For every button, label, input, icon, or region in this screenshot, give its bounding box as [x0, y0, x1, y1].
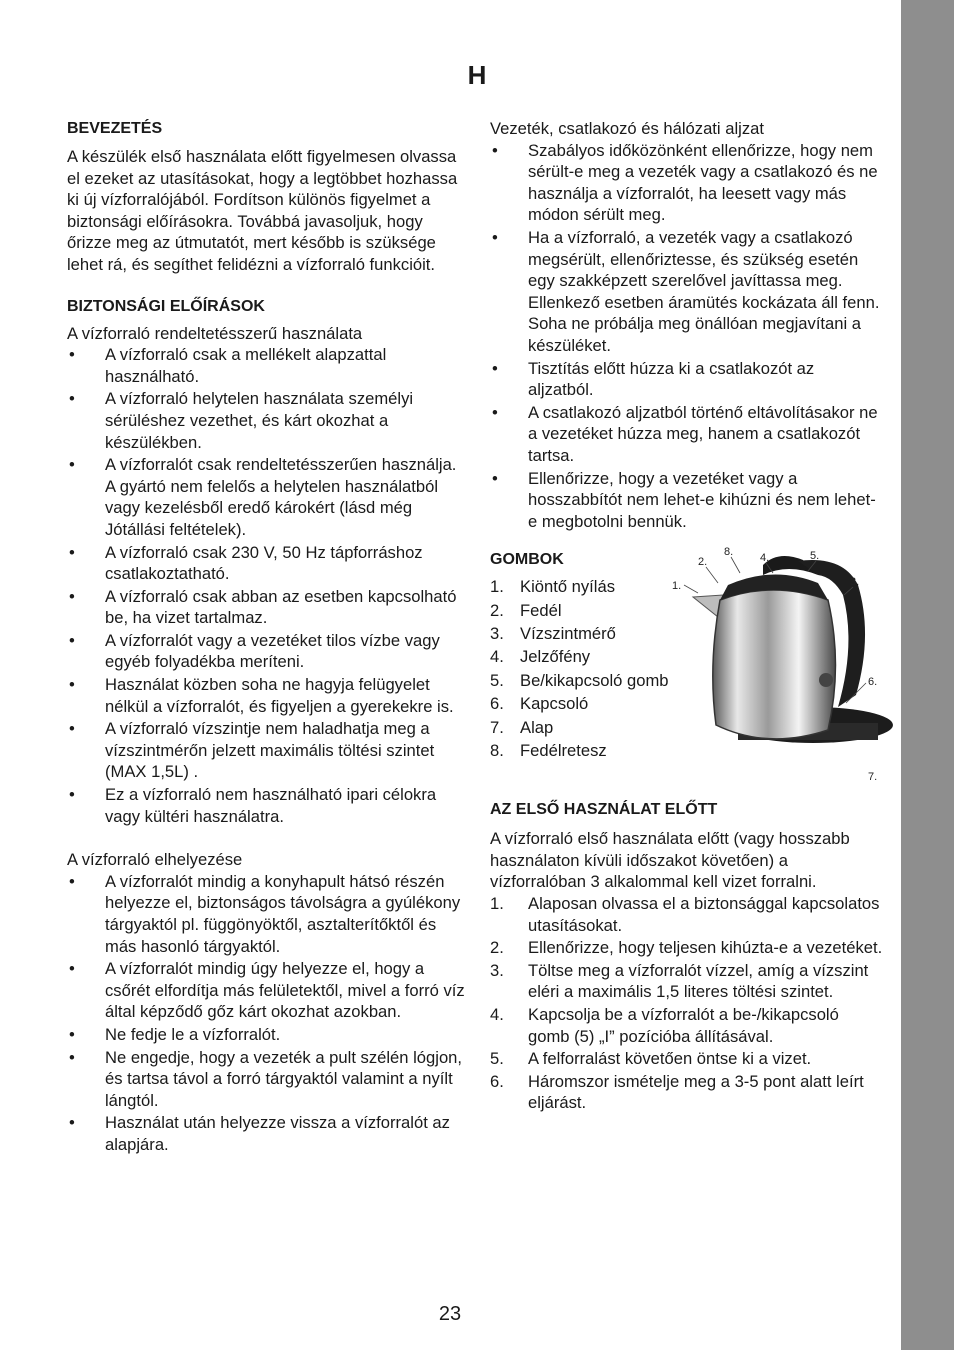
bullet-item: • A vízforraló csak 230 V, 50 Hz tápforráshoz csatlakoztatható. [67, 542, 467, 585]
bullet-item: • Ne fedje le a vízforralót. [67, 1024, 467, 1046]
bullet-item: • A vízforraló csak a mellékelt alapzattal használható. [67, 344, 467, 387]
intro-heading: BEVEZETÉS [67, 120, 163, 137]
part-label: Be/kikapcsoló gomb [520, 670, 669, 690]
first-use-heading: AZ ELSŐ HASZNÁLAT ELŐTT [490, 801, 718, 819]
step-item [490, 960, 884, 1003]
buttons-section [490, 546, 890, 789]
callout-2: 2. [698, 556, 708, 569]
step-item [490, 893, 884, 936]
bullet-item: • Használat közben soha ne hagyja felügyelet nélkül a vízforralót, és figyeljen a gyerekekre is. [67, 674, 467, 717]
bullet-item: • Ne engedje, hogy a vezeték a pult szélén lógjon, és tartsa távol a forró tárgyaktól valamint a nyílt lángtól. [67, 1047, 467, 1112]
bullet-item: • Ha a vízforraló, a vezeték vagy a csatlakozó megsérült, ellenőriztesse, és szükség esetén egy szakképzett szerelővel javíttassa meg. Ellenkező esetben áramütés kockázata áll fenn. Soha ne próbálja meg önállóan megjavítani a készüléket. [490, 227, 884, 357]
bullet-item: • Szabályos időközönként ellenőrizze, hogy nem sérült-e meg a vezeték vagy a csatlakozó és ne használja a vízforralót, ha leesett vagy más módon sérült meg. [490, 140, 884, 226]
page-number: 23 [438, 1303, 462, 1325]
step-text: Ellenőrizze, hogy teljesen kihúzta-e a vezetéket. [528, 938, 883, 958]
intro-text: A készülék első használata előtt figyelmesen olvassa el ezeket az utasításokat, hogy a legtöbbet hozhassa ki új vízforralójából. Fordítson különös figyelmet a biztonsági előírásokra. Továbbá javasoljuk, hogy őrizze meg az útmutatót, mert később is szüksége lehet rá, és segíthet felidézni a vízforraló funkcióit. [67, 147, 458, 274]
callout-1: 1. [672, 580, 682, 593]
step-number: 3. [490, 960, 504, 980]
callout-3: 3. [850, 576, 860, 589]
step-number: 4. [490, 1005, 504, 1025]
language-letter: H [467, 60, 487, 90]
callout-5: 5. [810, 550, 820, 563]
part-label: Fedél [520, 600, 562, 620]
part-number: 1. [490, 577, 504, 597]
placement-list [67, 871, 467, 1156]
bullet-item: • A vízforralót csak rendeltetésszerűen használja. A gyártó nem felelős a helytelen használatból vagy kezelésből eredő károkért (lásd még Jótállási feltételek). [67, 454, 467, 540]
bullet-item: • Tisztítás előtt húzza ki a csatlakozót az aljzatból. [490, 358, 884, 401]
step-item [490, 937, 884, 959]
first-use-steps [490, 893, 884, 1114]
buttons-heading: GOMBOK [490, 551, 564, 569]
part-number: 3. [490, 624, 504, 644]
bullet-item: • Használat után helyezze vissza a vízforralót az alapjára. [67, 1112, 467, 1155]
step-number: 1. [490, 894, 504, 914]
part-label: Kapcsoló [520, 694, 589, 714]
bullet-item: • A vízforraló helytelen használata személyi sérüléshez vezethet, és kárt okozhat a készülékben. [67, 388, 467, 453]
callout-4: 4. [760, 552, 770, 565]
bullet-item: • A vízforralót mindig úgy helyezze el, hogy a csőrét elfordítja más felületektől, mivel a forró víz által képződő gőz kárt okozhat azokban. [67, 958, 467, 1023]
cord-list [490, 140, 884, 533]
kettle-body [713, 590, 836, 739]
step-number: 5. [490, 1049, 504, 1069]
part-label: Alap [520, 717, 554, 737]
callout-6: 6. [868, 676, 878, 689]
step-text: Alaposan olvassa el a biztonsággal kapcsolatos utasításokat. [528, 894, 880, 935]
bullet-item: • A vízforraló csak abban az esetben kapcsolható be, ha vizet tartalmaz. [67, 586, 467, 629]
step-text: Töltse meg a vízforralót vízzel, amíg a vízszint eléri a maximális 1,5 literes töltési szintet. [528, 960, 869, 1002]
first-use-text: A vízforraló első használata előtt (vagy hosszabb használaton kívüli időszakot követően) a vízforralóban 3 alkalommal kell vizet forralni. [490, 829, 850, 892]
callout-7: 7. [868, 771, 878, 784]
usage-list [67, 344, 467, 827]
part-number: 7. [490, 717, 504, 737]
bullet-item: • A vízforralót vagy a vezetéket tilos vízbe vagy egyéb folyadékba meríteni. [67, 630, 467, 673]
part-label: Jelzőfény [520, 647, 591, 667]
kettle-figure [668, 525, 898, 784]
left-column [67, 118, 467, 1157]
callout-8: 8. [724, 546, 734, 559]
bullet-item: • A vízforralót mindig a konyhapult hátsó részén helyezze el, biztonságos távolságra a gyúlékony tárgyaktól pl. függönyöktől, asztalterítőktől és más hasonló tárgyaktól. [67, 871, 467, 957]
safety-heading: BIZTONSÁGI ELŐÍRÁSOK [67, 297, 265, 315]
side-tab [901, 0, 954, 1350]
step-number: 2. [490, 938, 504, 958]
part-number: 6. [490, 694, 504, 714]
cord-subheading: Vezeték, csatlakozó és hálózati aljzat [490, 119, 764, 138]
step-number: 6. [490, 1071, 504, 1091]
part-number: 2. [490, 600, 504, 620]
part-number: 8. [490, 741, 504, 761]
bullet-item: • Ez a vízforraló nem használható ipari célokra vagy kültéri használatra. [67, 784, 467, 827]
part-label: Fedélretesz [520, 741, 607, 761]
step-text: Kapcsolja be a vízforralót a be-/kikapcsoló gomb (5) „I” pozícióba állításával. [528, 1005, 839, 1046]
bullet-item: • Ellenőrizze, hogy a vezetéket vagy a hosszabbítót nem lehet-e kihúzni és nem lehet-e megbotolni bennük. [490, 468, 884, 533]
bullet-item: • A csatlakozó aljzatból történő eltávolításakor ne a vezetéket húzza meg, hanem a csatlakozót tartsa. [490, 402, 884, 467]
part-number: 4. [490, 647, 504, 667]
part-label: Vízszintmérő [520, 624, 616, 644]
right-column [490, 118, 890, 1115]
step-item [490, 1004, 884, 1047]
bullet-item: • A vízforraló vízszintje nem haladhatja meg a vízszintmérőn jelzett maximális töltési szintet (MAX 1,5L) . [67, 718, 467, 783]
step-item [490, 1048, 884, 1070]
step-text: Háromszor ismételje meg a 3-5 pont alatt leírt eljárást. [528, 1071, 864, 1113]
part-number: 5. [490, 670, 504, 690]
usage-subheading: A vízforraló rendeltetésszerű használata [67, 323, 363, 343]
part-label: Kiöntő nyílás [520, 577, 616, 597]
step-text: A felforralást követően öntse ki a vizet. [528, 1049, 812, 1069]
step-item [490, 1071, 884, 1114]
placement-subheading: A vízforraló elhelyezése [67, 850, 243, 870]
